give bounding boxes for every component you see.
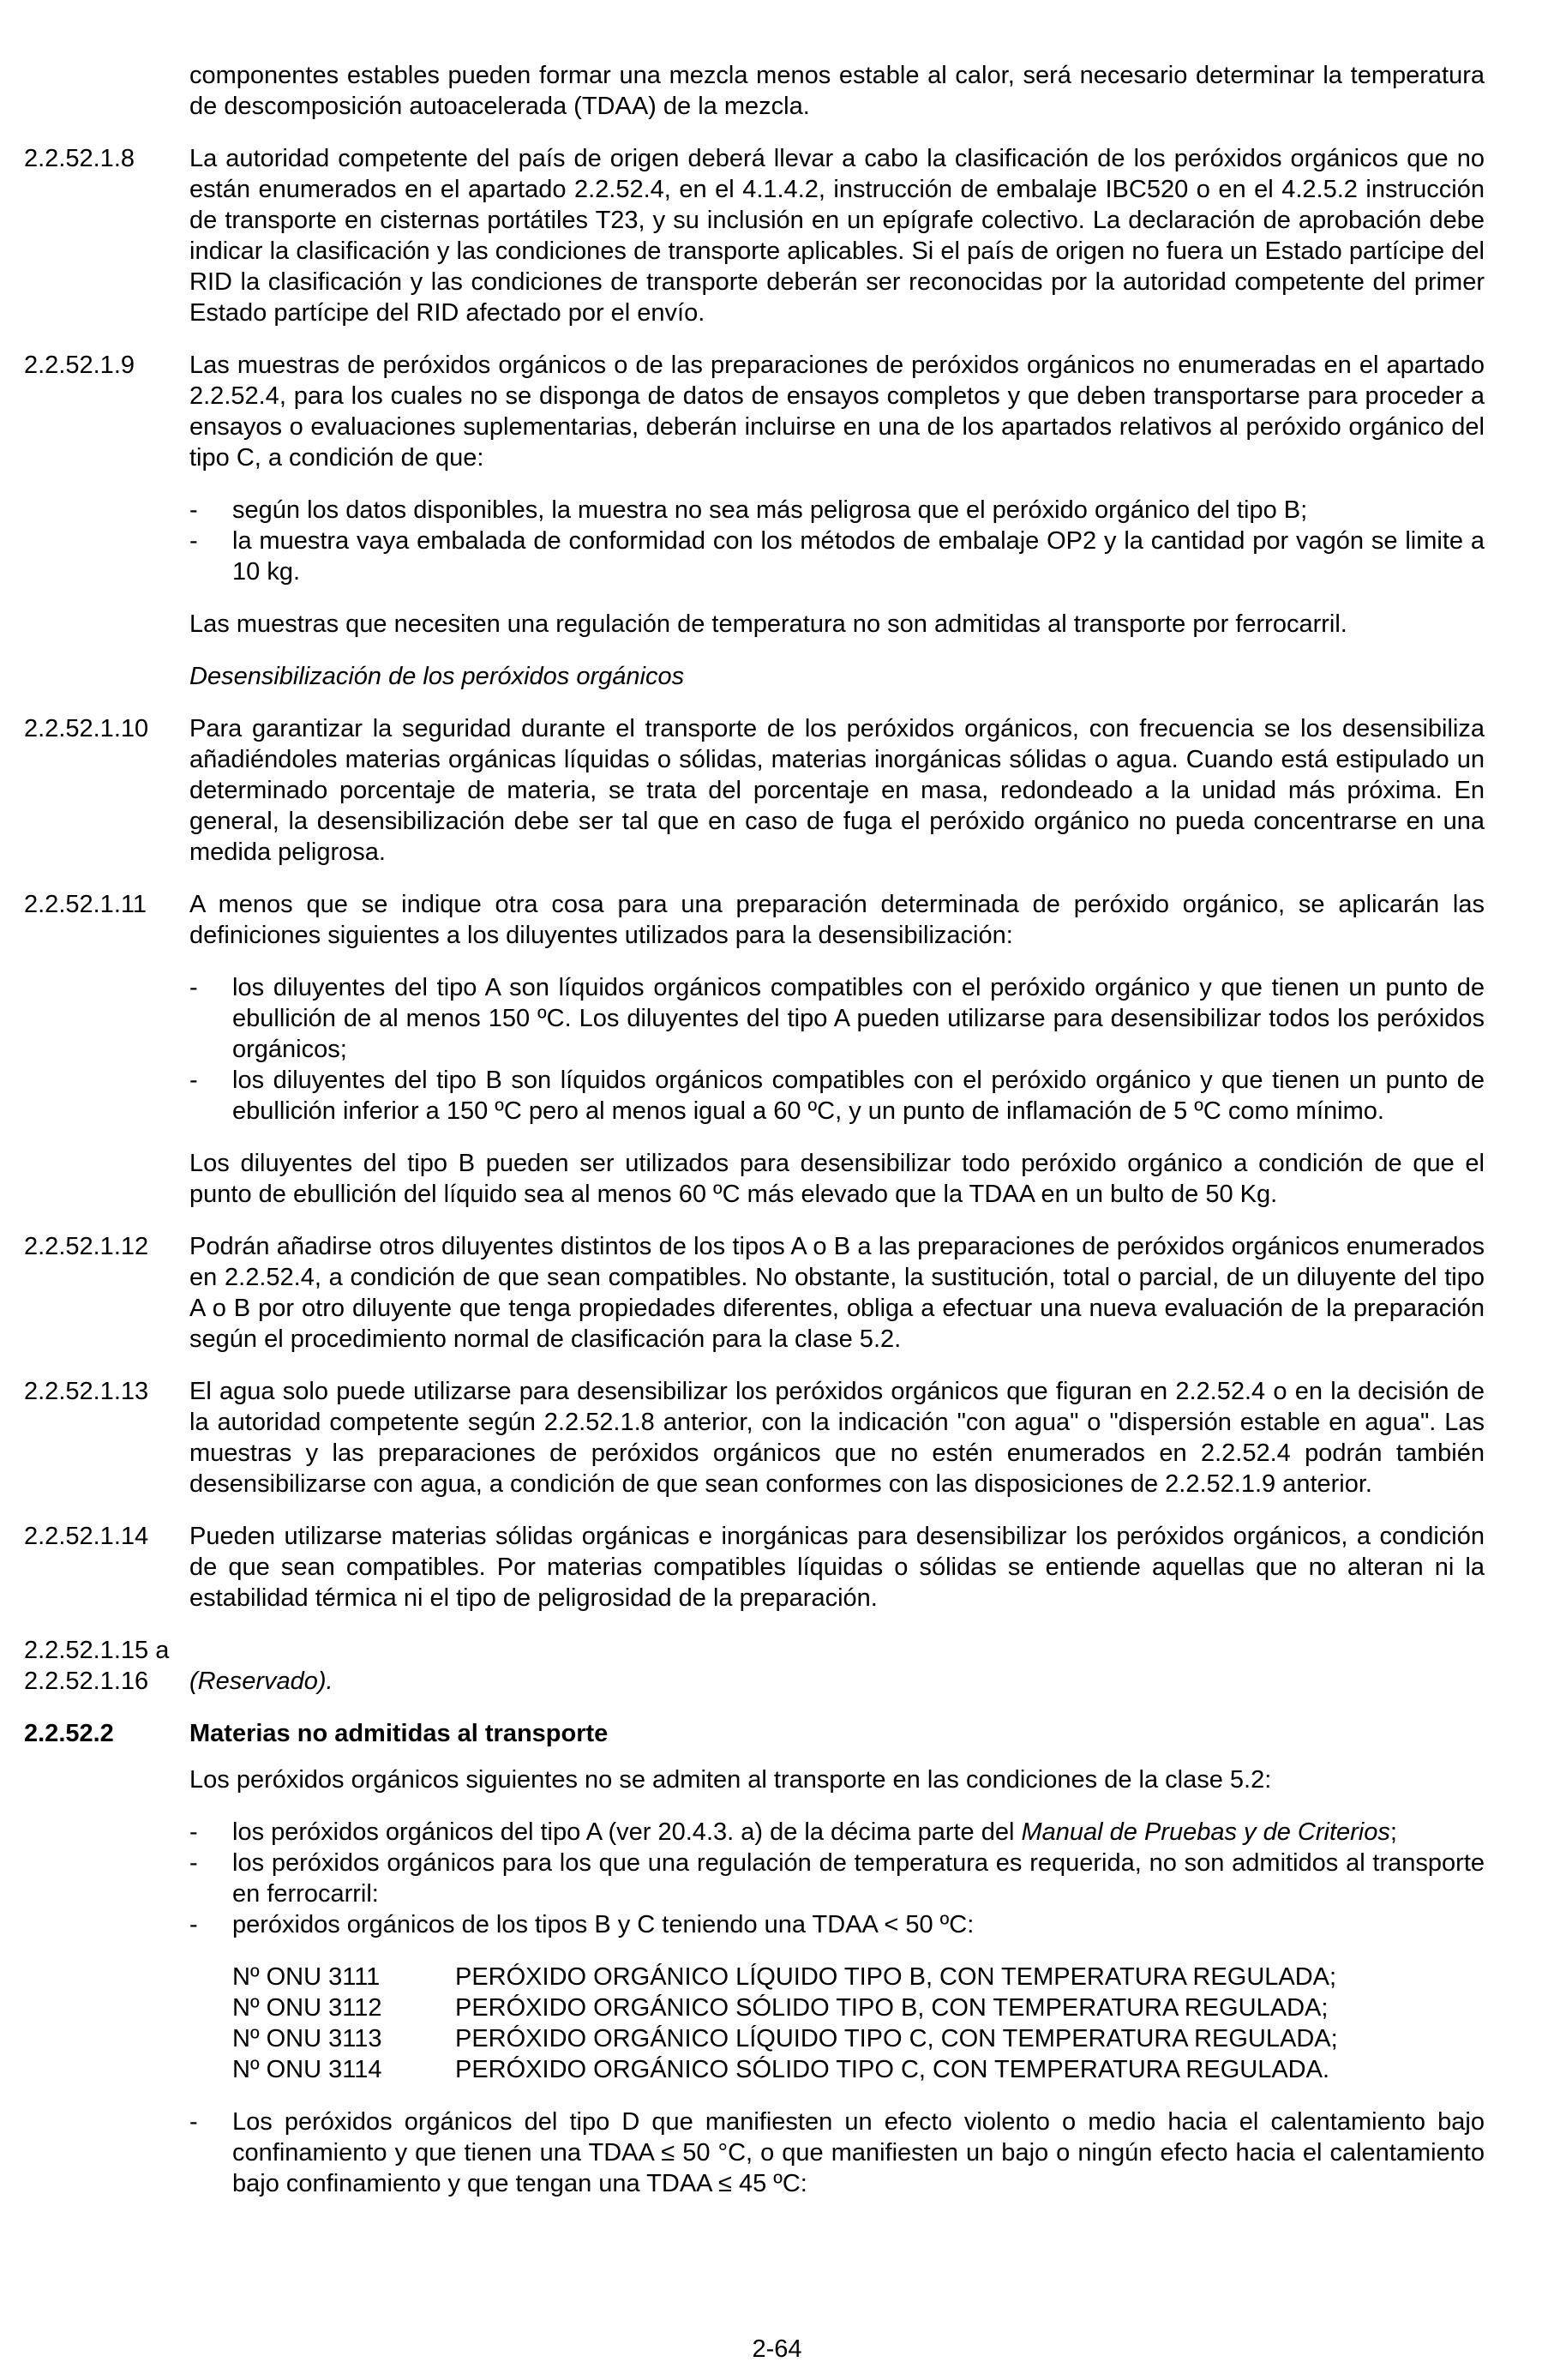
section-number: 2.2.52.1.14 xyxy=(24,1523,149,1550)
un-number: Nº ONU 3112 xyxy=(232,1994,382,2022)
list-item: - los diluyentes del tipo B son líquidos orgánicos compatibles con el peróxido orgánico y que tienen un punto de ebullición inferior a 150 ºC pero al menos igual a 60 ºC, y un punto de inflamación de 5 ºC como mínimo. xyxy=(189,1065,1485,1127)
type-d-peroxides-list xyxy=(24,2107,1485,2199)
section-text: Podrán añadirse otros diluyentes distintos de los tipos A o B a las preparaciones de peróxidos orgánicos enumerados en 2.2.52.4, a condición de que sean compatibles. No obstante, la sustitución, total o parcial, de un diluyente del tipo A o B por otro diluyente que tenga propiedades diferentes, obliga a efectuar una nueva evaluación de la preparación según el procedimiento normal de clasificación para la clase 5.2. xyxy=(189,1233,1485,1353)
list-item-end: ; xyxy=(1389,1818,1397,1846)
section-number: 2.2.52.1.13 xyxy=(24,1378,149,1405)
subheading-desensitization: Desensibilización de los peróxidos orgánicos xyxy=(189,663,685,690)
un-number-list xyxy=(24,1962,1485,2085)
section-number: 2.2.52.1.8 xyxy=(24,145,135,172)
range-connector: a xyxy=(155,1637,170,1664)
un-name: PERÓXIDO ORGÁNICO SÓLIDO TIPO C, CON TEMPERATURA REGULADA. xyxy=(455,2056,1330,2083)
section-text: Las muestras de peróxidos orgánicos o de las preparaciones de peróxidos orgánicos no enumeradas en el apartado 2.2.52.4, para los cuales no se disponga de datos de ensayos completos y que deben transportarse para proceder a ensayos o evaluaciones suplementarias, deberán incluirse en una de los apartados relativos al peróxido orgánico del tipo C, a condición de que: xyxy=(189,352,1485,472)
section-number: 2.2.52.2 xyxy=(24,1720,114,1747)
section-text: La autoridad competente del país de origen deberá llevar a cabo la clasificación de los peróxidos orgánicos que no están enumerados en el apartado 2.2.52.4, en el 4.1.4.2, instrucción de embalaje IBC520 o en el 4.2.5.2 instrucción de transporte en cisternas portátiles T23, y su inclusión en un epígrafe colectivo. La declaración de aprobación debe indicar la clasificación y las condiciones de transporte aplicables. Si el país de origen no fuera un Estado partícipe del RID la clasificación y las condiciones de transporte deberán ser reconocidas por la autoridad competente del primer Estado partícipe del RID afectado por el envío. xyxy=(189,145,1485,327)
un-entry xyxy=(232,2054,1485,2085)
list-item xyxy=(189,1817,1485,1848)
manual-title: Manual de Pruebas y de Criterios xyxy=(1021,1818,1390,1846)
list-item: - según los datos disponibles, la muestra no sea más peligrosa que el peróxido orgánico del tipo B; xyxy=(189,495,1485,526)
list-item-text: los peróxidos orgánicos del tipo A (ver 20.4.3. a) de la décima parte del xyxy=(232,1818,1022,1846)
section-number-start: 2.2.52.1.15 xyxy=(24,1637,149,1664)
section-2-2-52-1-11 xyxy=(24,889,1485,951)
section-2-2-52-1-12 xyxy=(24,1231,1485,1355)
section-text xyxy=(189,1635,1485,1697)
un-number: Nº ONU 3113 xyxy=(232,2025,382,2052)
section-number-range xyxy=(24,1635,169,1697)
un-name: PERÓXIDO ORGÁNICO LÍQUIDO TIPO B, CON TEMPERATURA REGULADA; xyxy=(455,1963,1337,1991)
list-item: - los diluyentes del tipo A son líquidos orgánicos compatibles con el peróxido orgánico y que tienen un punto de ebullición de al menos 150 ºC. Los diluyentes del tipo A pueden utilizarse para desensibilizar todos los peróxidos orgánicos; xyxy=(189,972,1485,1065)
section-number: 2.2.52.1.10 xyxy=(24,715,149,742)
section-2-2-52-1-13 xyxy=(24,1376,1485,1500)
section-2-2-52-1-8 xyxy=(24,143,1485,328)
reserved-label: (Reservado). xyxy=(189,1668,333,1695)
sample-conditions-list xyxy=(24,495,1485,587)
section-note: Las muestras que necesiten una regulación de temperatura no son admitidas al transporte por ferrocarril. xyxy=(189,610,1347,638)
un-name: PERÓXIDO ORGÁNICO LÍQUIDO TIPO C, CON TEMPERATURA REGULADA; xyxy=(455,2025,1338,2052)
section-note: Los diluyentes del tipo B pueden ser utilizados para desensibilizar todo peróxido orgánico a condición de que el punto de ebullición del líquido sea al menos 60 ºC más elevado que la TDAA en un bulto de 50 Kg. xyxy=(189,1150,1485,1208)
un-entry xyxy=(232,2023,1485,2054)
un-name: PERÓXIDO ORGÁNICO SÓLIDO TIPO B, CON TEMPERATURA REGULADA; xyxy=(455,1994,1329,2022)
un-entry xyxy=(232,1992,1485,2023)
page-number: 2-64 xyxy=(752,2335,802,2363)
intro-paragraph: componentes estables pueden formar una mezcla menos estable al calor, será necesario determinar la temperatura de descomposición autoacelerada (TDAA) de la mezcla. xyxy=(189,62,1485,120)
section-text: El agua solo puede utilizarse para desensibilizar los peróxidos orgánicos que figuran en 2.2.52.4 o en la decisión de la autoridad competente según 2.2.52.1.8 anterior, con la indicación "con agua" o "dispersión estable en agua". Las muestras y las preparaciones de peróxidos orgánicos que no estén enumerados en 2.2.52.4 podrán también desensibilizarse con agua, a condición de que sean conformes con las disposiciones de 2.2.52.1.9 anterior. xyxy=(189,1378,1485,1498)
list-item: - la muestra vaya embalada de conformidad con los métodos de embalaje OP2 y la cantidad por vagón se limite a 10 kg. xyxy=(189,526,1485,587)
section-2-2-52-1-9 xyxy=(24,350,1485,473)
section-2-2-52-1-15-16 xyxy=(24,1635,1485,1697)
un-entry xyxy=(232,1962,1485,1992)
list-item: - los peróxidos orgánicos para los que una regulación de temperatura es requerida, no son admitidos al transporte en ferrocarril: xyxy=(189,1848,1485,1909)
section-text: Pueden utilizarse materias sólidas orgánicas e inorgánicas para desensibilizar los peróxidos orgánicos, a condición de que sean compatibles. Por materias compatibles líquidas o sólidas se entiende aquellas que no alteran ni la estabilidad térmica ni el tipo de peligrosidad de la preparación. xyxy=(189,1523,1485,1612)
document-page xyxy=(24,60,1485,2221)
section-text: A menos que se indique otra cosa para una preparación determinada de peróxido orgánico, se aplicarán las definiciones siguientes a los diluyentes utilizados para la desensibilización: xyxy=(189,891,1485,949)
section-number-end: 2.2.52.1.16 xyxy=(24,1668,149,1695)
section-number: 2.2.52.1.9 xyxy=(24,352,135,379)
section-2-2-52-1-10 xyxy=(24,713,1485,868)
section-2-2-52-2 xyxy=(24,1718,1485,1749)
un-number: Nº ONU 3114 xyxy=(232,2056,382,2083)
section-intro: Los peróxidos orgánicos siguientes no se admiten al transporte en las condiciones de la clase 5.2: xyxy=(189,1766,1272,1794)
section-number: 2.2.52.1.11 xyxy=(24,891,147,918)
section-title: Materias no admitidas al transporte xyxy=(189,1720,609,1747)
section-text: Para garantizar la seguridad durante el transporte de los peróxidos orgánicos, con frecuencia se los desensibiliza añadiéndoles materias orgánicas líquidas o sólidas, materias inorgánicas sólidas o agua. Cuando está estipulado un determinado porcentaje de materia, se trata del porcentaje en masa, redondeado a la unidad más próxima. En general, la desensibilización debe ser tal que en caso de fuga el peróxido orgánico no pueda concentrarse en una medida peligrosa. xyxy=(189,715,1485,866)
un-number: Nº ONU 3111 xyxy=(232,1963,381,1991)
excluded-peroxides-list xyxy=(24,1817,1485,1940)
diluent-types-list xyxy=(24,972,1485,1127)
list-item: - peróxidos orgánicos de los tipos B y C teniendo una TDAA < 50 ºC: xyxy=(189,1909,1485,1940)
section-number: 2.2.52.1.12 xyxy=(24,1233,149,1260)
list-item: - Los peróxidos orgánicos del tipo D que manifiesten un efecto violento o medio hacia el calentamiento bajo confinamiento y que tienen una TDAA ≤ 50 °C, o que manifiesten un bajo o ningún efecto hacia el calentamiento bajo confinamiento y que tengan una TDAA ≤ 45 ºC: xyxy=(189,2107,1485,2199)
section-2-2-52-1-14 xyxy=(24,1521,1485,1614)
